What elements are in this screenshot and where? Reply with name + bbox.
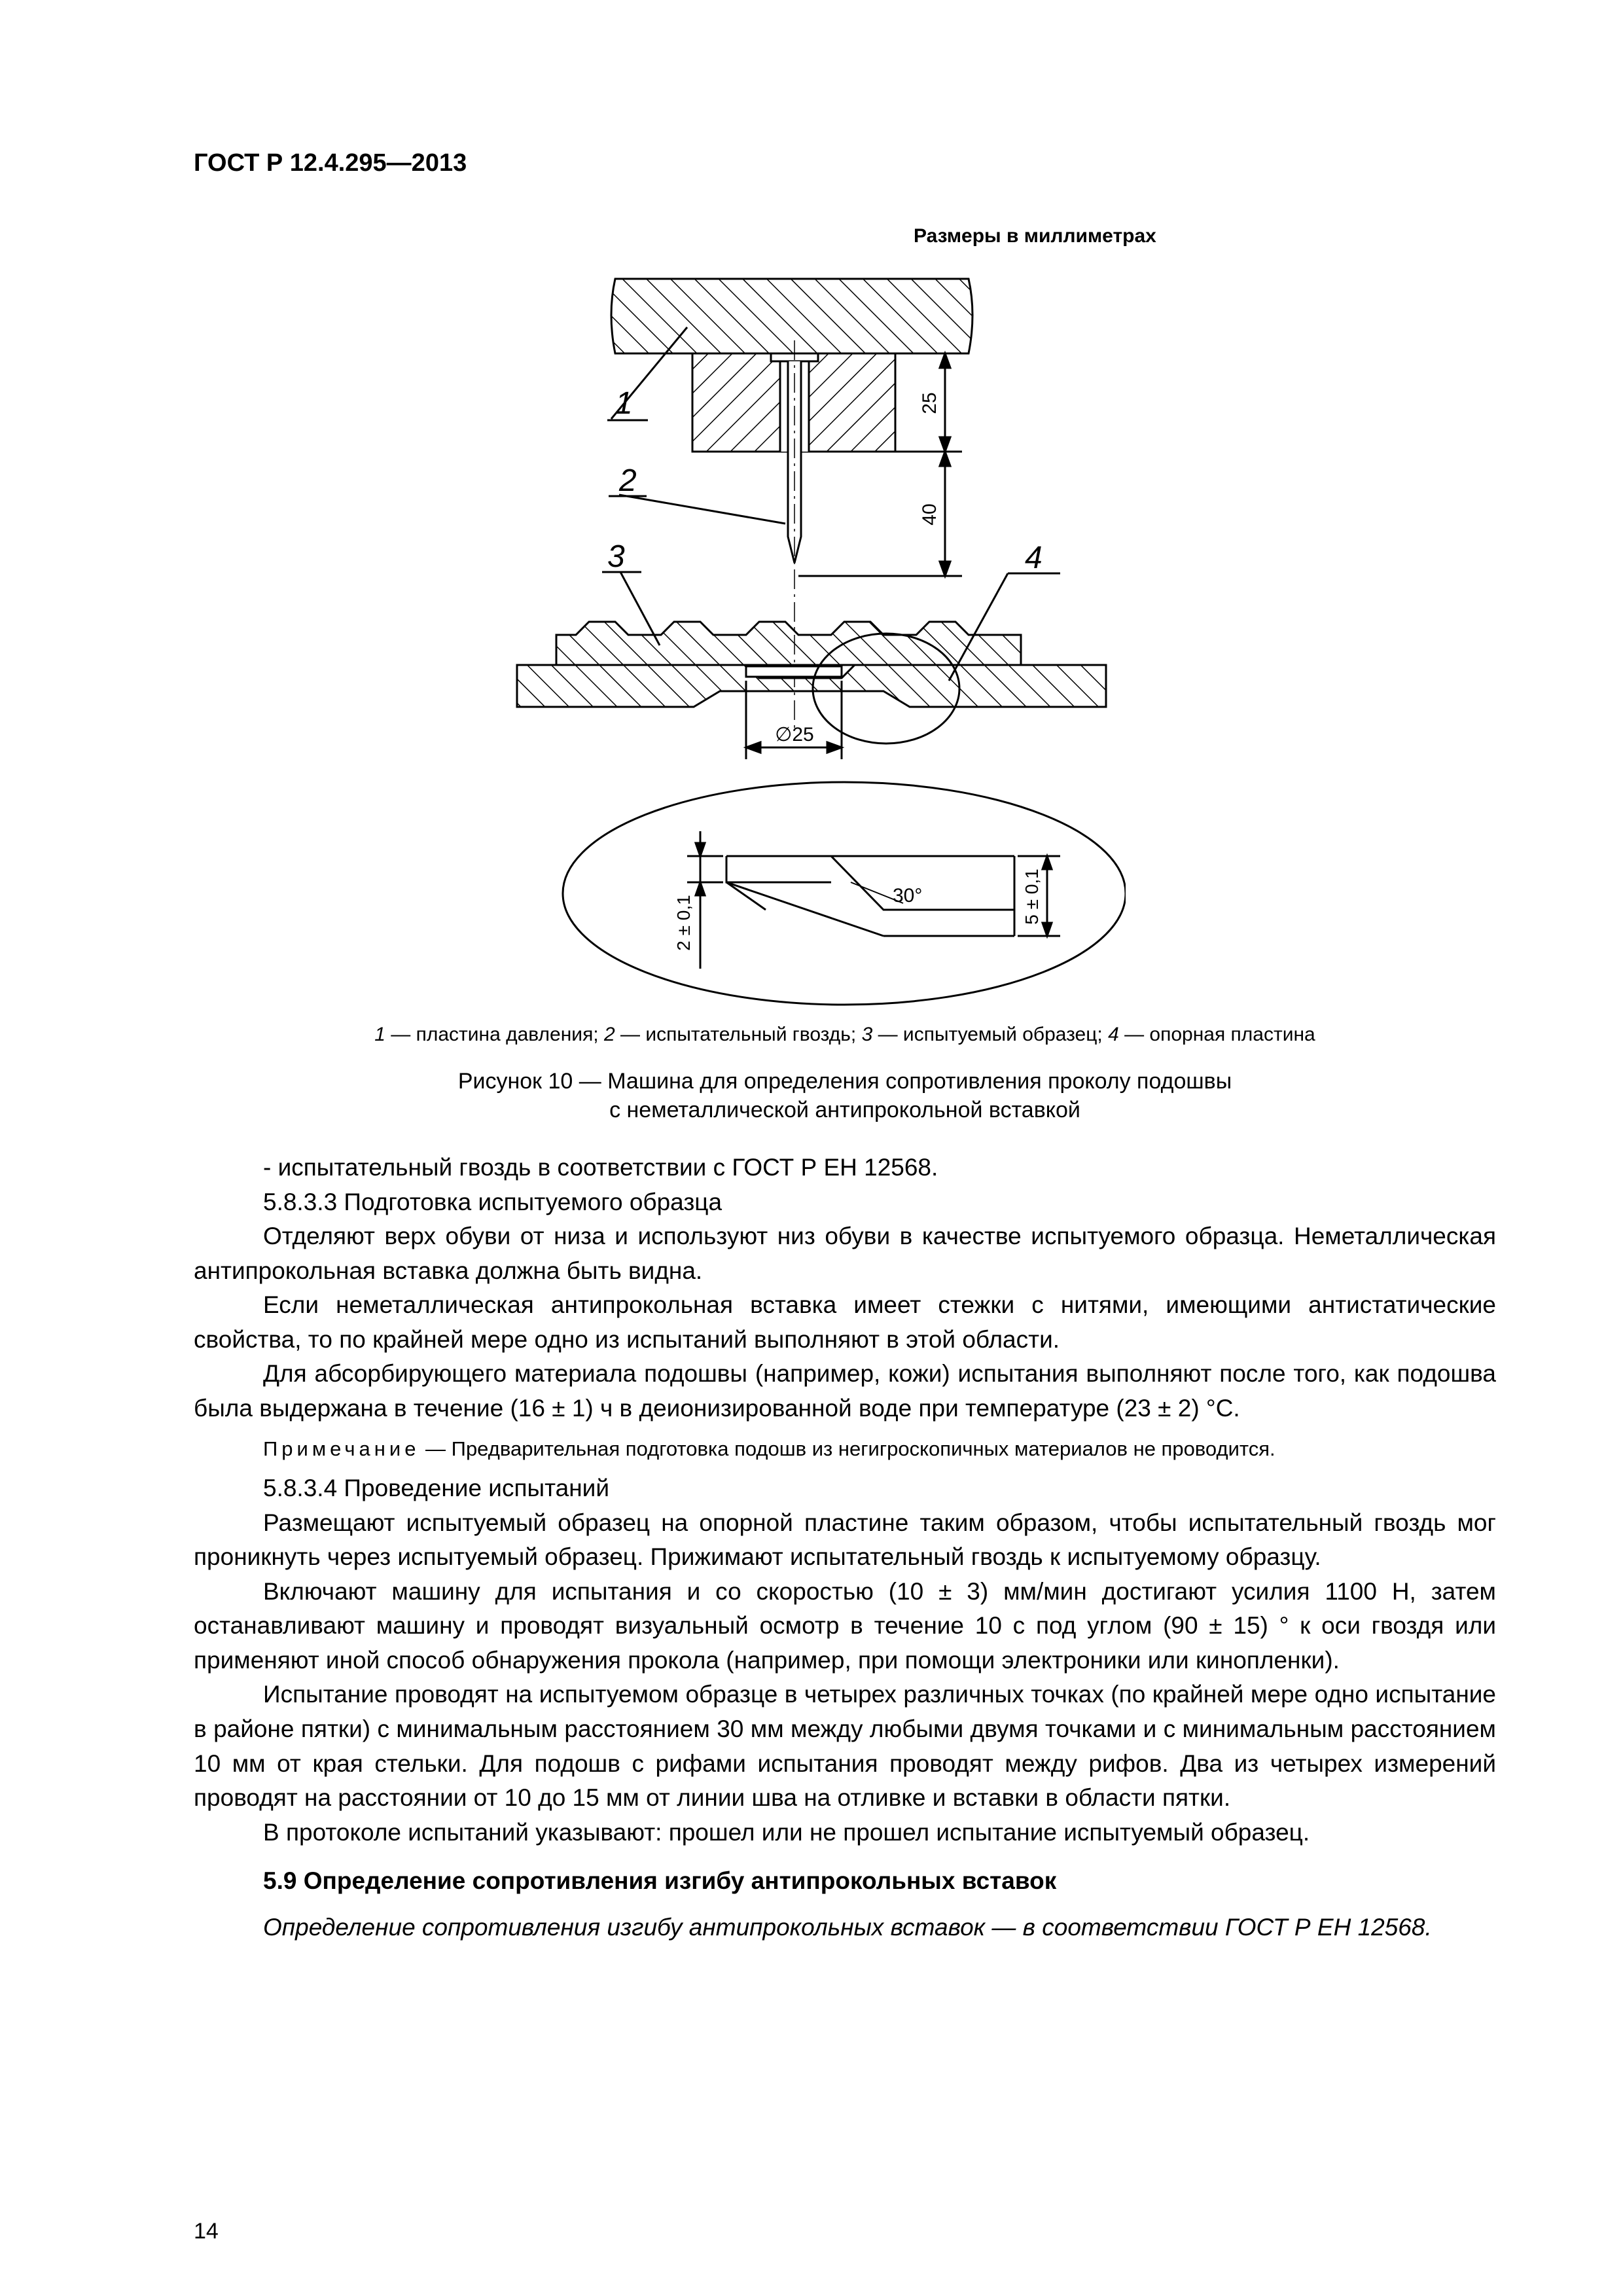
document-header: ГОСТ Р 12.4.295—2013 xyxy=(194,149,467,177)
paragraph: Если неметаллическая антипрокольная вставка имеет стежки с нитями, имеющими антистатические свойства, то по крайней мере одно из испытаний выполняют в этой области. xyxy=(194,1291,1496,1353)
paragraph: В протоколе испытаний указывают: прошел или не прошел испытание испытуемый образец. xyxy=(263,1818,1310,1846)
paragraph: Для абсорбирующего материала подошвы (например, кожи) испытания выполняют после того, как подошва была выдержана в течение (16 ± 1) ч в деионизированной воде при температуре (23 ± 2) °С. xyxy=(194,1360,1496,1422)
callout-3: 3 xyxy=(607,539,625,574)
diameter-label: ∅25 xyxy=(775,724,814,745)
page-number: 14 xyxy=(194,2219,219,2244)
paragraph: Определение сопротивления изгибу антипрокольных вставок — в соответствии ГОСТ Р ЕН 12568. xyxy=(263,1913,1432,1941)
subsection-heading: 5.8.3.4 Проведение испытаний xyxy=(263,1475,609,1502)
test-specimen-shape xyxy=(556,622,1021,665)
callout-4: 4 xyxy=(1025,541,1043,575)
callout-2: 2 xyxy=(619,463,637,498)
legend-text-1: — пластина давления; xyxy=(385,1024,604,1045)
tip-dim-label: 2 ± 0,1 xyxy=(673,895,694,951)
dim-25-label: 25 xyxy=(919,392,940,414)
figure-puncture-machine xyxy=(497,275,1126,1014)
legend-num-3: 3 xyxy=(861,1024,873,1045)
paragraph: - испытательный гвоздь в соответствии с ГОСТ Р ЕН 12568. xyxy=(263,1154,938,1181)
section-heading: 5.9 Определение сопротивления изгибу антипрокольных вставок xyxy=(263,1867,1057,1895)
paragraph: Включают машину для испытания и со скоростью (10 ± 3) мм/мин достигают усилия 1100 Н, затем останавливают машину и проводят визуальный осмотр в течение 10 с под углом (90 ± 15) ° к оси гвоздя или применяют иной способ обнаружения прокола (например, при помощи электроники или кинопленки). xyxy=(194,1577,1496,1674)
callout-1: 1 xyxy=(615,386,633,421)
legend-num-4: 4 xyxy=(1108,1024,1119,1045)
caption-line-2: с неметаллической антипрокольной вставкой xyxy=(609,1098,1080,1123)
subsection-heading: 5.8.3.3 Подготовка испытуемого образца xyxy=(263,1188,722,1215)
angle-label: 30° xyxy=(893,885,923,906)
paragraph: Отделяют верх обуви от низа и используют низ обуви в качестве испытуемого образца. Неметаллическая антипрокольная вставка должна быть видна. xyxy=(194,1223,1496,1284)
dim-40-label: 40 xyxy=(919,503,940,526)
legend-num-2: 2 xyxy=(603,1024,615,1045)
note-text: — Предварительная подготовка подошв из негигроскопичных материалов не проводится. xyxy=(419,1437,1275,1461)
body-text xyxy=(194,1151,1496,1945)
nail-tip-detail xyxy=(726,856,1014,910)
paragraph: Размещают испытуемый образец на опорной пластине таким образом, чтобы испытательный гвоздь мог проникнуть через испытуемый образец. Прижимают испытательный гвоздь к испытуемому образцу. xyxy=(194,1509,1496,1571)
pressure-plate-shape xyxy=(611,279,972,353)
note-label: Примечание xyxy=(263,1437,420,1461)
figure-caption xyxy=(194,1067,1496,1124)
height-dim-label: 5 ± 0,1 xyxy=(1022,869,1042,925)
legend-num-1: 1 xyxy=(374,1024,385,1045)
caption-line-1: Рисунок 10 — Машина для определения сопротивления проколу подошвы xyxy=(457,1069,1232,1094)
units-note: Размеры в миллиметрах xyxy=(914,225,1156,247)
legend-text-3: — испытуемый образец; xyxy=(872,1024,1109,1045)
legend-text-4: — опорная пластина xyxy=(1118,1024,1315,1045)
figure-legend xyxy=(194,1024,1496,1046)
paragraph: Испытание проводят на испытуемом образце в четырех различных точках (по крайней мере одно испытание в районе пятки) с минимальным расстоянием 30 мм между любыми двумя точками и с минимальным расстоянием 10 мм от края стельки. Для подошв с рифами испытания проводят между рифов. Два из четырех измерений проводят на расстоянии от 10 до 15 мм от линии шва на отливке и вставки в области пятки. xyxy=(194,1681,1496,1812)
note xyxy=(194,1435,1496,1463)
legend-text-2: — испытательный гвоздь; xyxy=(615,1024,862,1045)
